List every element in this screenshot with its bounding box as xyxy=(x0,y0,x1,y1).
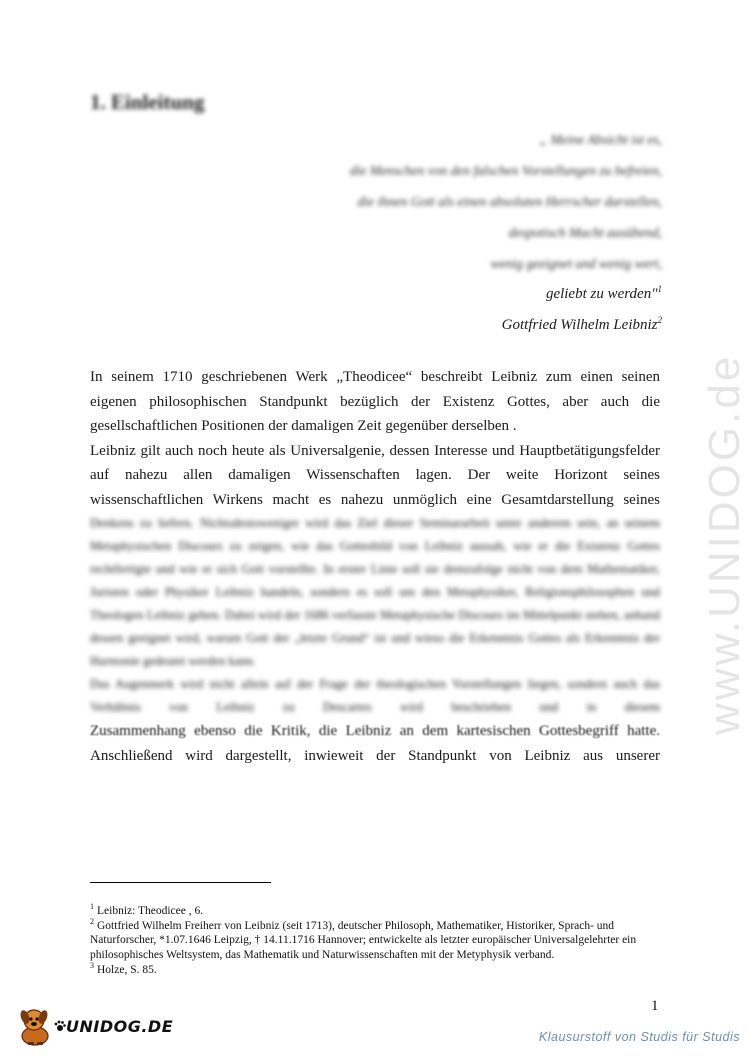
paragraph-2-line-2: auf nahezu allen damaligen Wissenschaften lagen. Der weite Horizont seines xyxy=(90,467,660,483)
paw-icon xyxy=(54,1020,66,1032)
dog-mascot-icon xyxy=(16,1006,54,1046)
footnote-text: Gottfried Wilhelm Freiherr von Leibniz (seit 1713), deutscher Philosoph, Mathematiker, Historiker, Sprach- und Naturforscher, *1.07.1646 Leipzig, † 14.11.1716 Hannover; entwickelte als letzter europäischer Universalgelehrter ein philosophisches Weltsystem, das Mathematik und Naturwissenschaften mit der Metyphysik verband. xyxy=(90,920,637,961)
paragraph-3-line-last: Anschließend wird dargestellt, inwieweit der Standpunkt von Leibniz aus unserer xyxy=(90,747,660,764)
epigraph-line: despotisch Macht ausübend, xyxy=(508,225,662,240)
footer-tagline: Klausurstoff von Studis für Studis xyxy=(538,1030,740,1044)
logo-text: UNIDOG.DE xyxy=(66,1016,174,1036)
footnote-text: Holze, S. 85. xyxy=(97,963,157,976)
epigraph-line: „ Meine Absicht ist es, xyxy=(539,132,662,147)
paragraph-2-line-1: Leibniz gilt auch noch heute als Universalgenie, dessen Interesse und Hauptbetätigungsfelder xyxy=(90,442,660,459)
epigraph-line: die Menschen von den falschen Vorstellungen zu befreien, xyxy=(349,163,662,178)
page-number: 1 xyxy=(651,998,659,1014)
epigraph-last-line xyxy=(222,279,662,310)
epigraph-quote xyxy=(222,124,662,341)
footnote-ref-1: 1 xyxy=(657,284,662,294)
body-text xyxy=(90,365,660,768)
footnote xyxy=(90,919,655,962)
footnote-number: 3 xyxy=(90,960,94,970)
footnotes xyxy=(90,904,655,978)
footnote xyxy=(90,904,655,918)
footnote-ref-2: 2 xyxy=(657,315,662,325)
epigraph-line: wenig geeignet und wenig wert, xyxy=(490,256,662,271)
epigraph-author xyxy=(222,310,662,341)
epigraph-last-text: geliebt zu werden" xyxy=(545,286,658,302)
epigraph-author-name: Gottfried Wilhelm Leibniz xyxy=(501,317,658,333)
blurred-paragraph-2: Denkens zu liefern. Nichtsdestoweniger wird das Ziel dieser Seminararbeit unter anderem sein, an seinem Metaphysischen Discours zu zeigen, wie das Gottesbild von Leibniz aussah, wie er die Existenz Gottes rechtfertigte und wie er sich Gott vorstellte. In erster Linie soll sie demzufolge nicht von dem Mathematiker, Juristen oder Physiker Leibniz handeln, sondern es soll um den Metaphysiker, Religionsphilosophen und Theologen Leibniz gehen. Dabei wird der 1686 verfasste Metaphysische Discours im Mittelpunkt stehen, anhand dessen geeignet wird, warum Gott der „letzte Grund“ ist und wieso die Erkenntnis Gottes als Erkenntnis der Harmonie gedeutet werden kann. xyxy=(90,516,660,668)
watermark: www.UNIDOG.de xyxy=(700,353,749,735)
footnote-number: 1 xyxy=(90,902,94,912)
footnote xyxy=(90,960,655,977)
paragraph-1: In seinem 1710 geschriebenen Werk „Theodicee“ beschreibt Leibniz zum einen seinen eigenen philosophischen Standpunkt bezüglich der Existenz Gottes, aber auch die gesellschaftlichen Positionen der damaligen Zeit gegenüber derselben . xyxy=(90,369,660,434)
unidog-logo[interactable] xyxy=(16,1006,173,1046)
blurred-paragraph-3: Das Augenmerk wird nicht allein auf der Frage der theologischen Vorstellungen liegen, sondern auch das Verhältnis von Leibniz zu Descartes wird beschrieben und in diesem xyxy=(90,677,660,714)
footnote-number: 2 xyxy=(90,917,94,927)
footnote-separator xyxy=(90,882,271,883)
epigraph-line: die ihnen Gott als einen absoluten Herrscher darstellen, xyxy=(357,194,662,209)
section-heading: 1. Einleitung xyxy=(90,90,205,114)
paragraph-2-line-3: wissenschaftlichen Wirkens macht es nahezu unmöglich eine Gesamtdarstellung seines xyxy=(90,491,660,508)
paragraph-3-line-half: Zusammenhang ebenso die Kritik, die Leibniz an dem kartesischen Gottesbegriff hatte. xyxy=(90,723,660,739)
footnote-text: Leibniz: Theodicee , 6. xyxy=(97,905,204,917)
